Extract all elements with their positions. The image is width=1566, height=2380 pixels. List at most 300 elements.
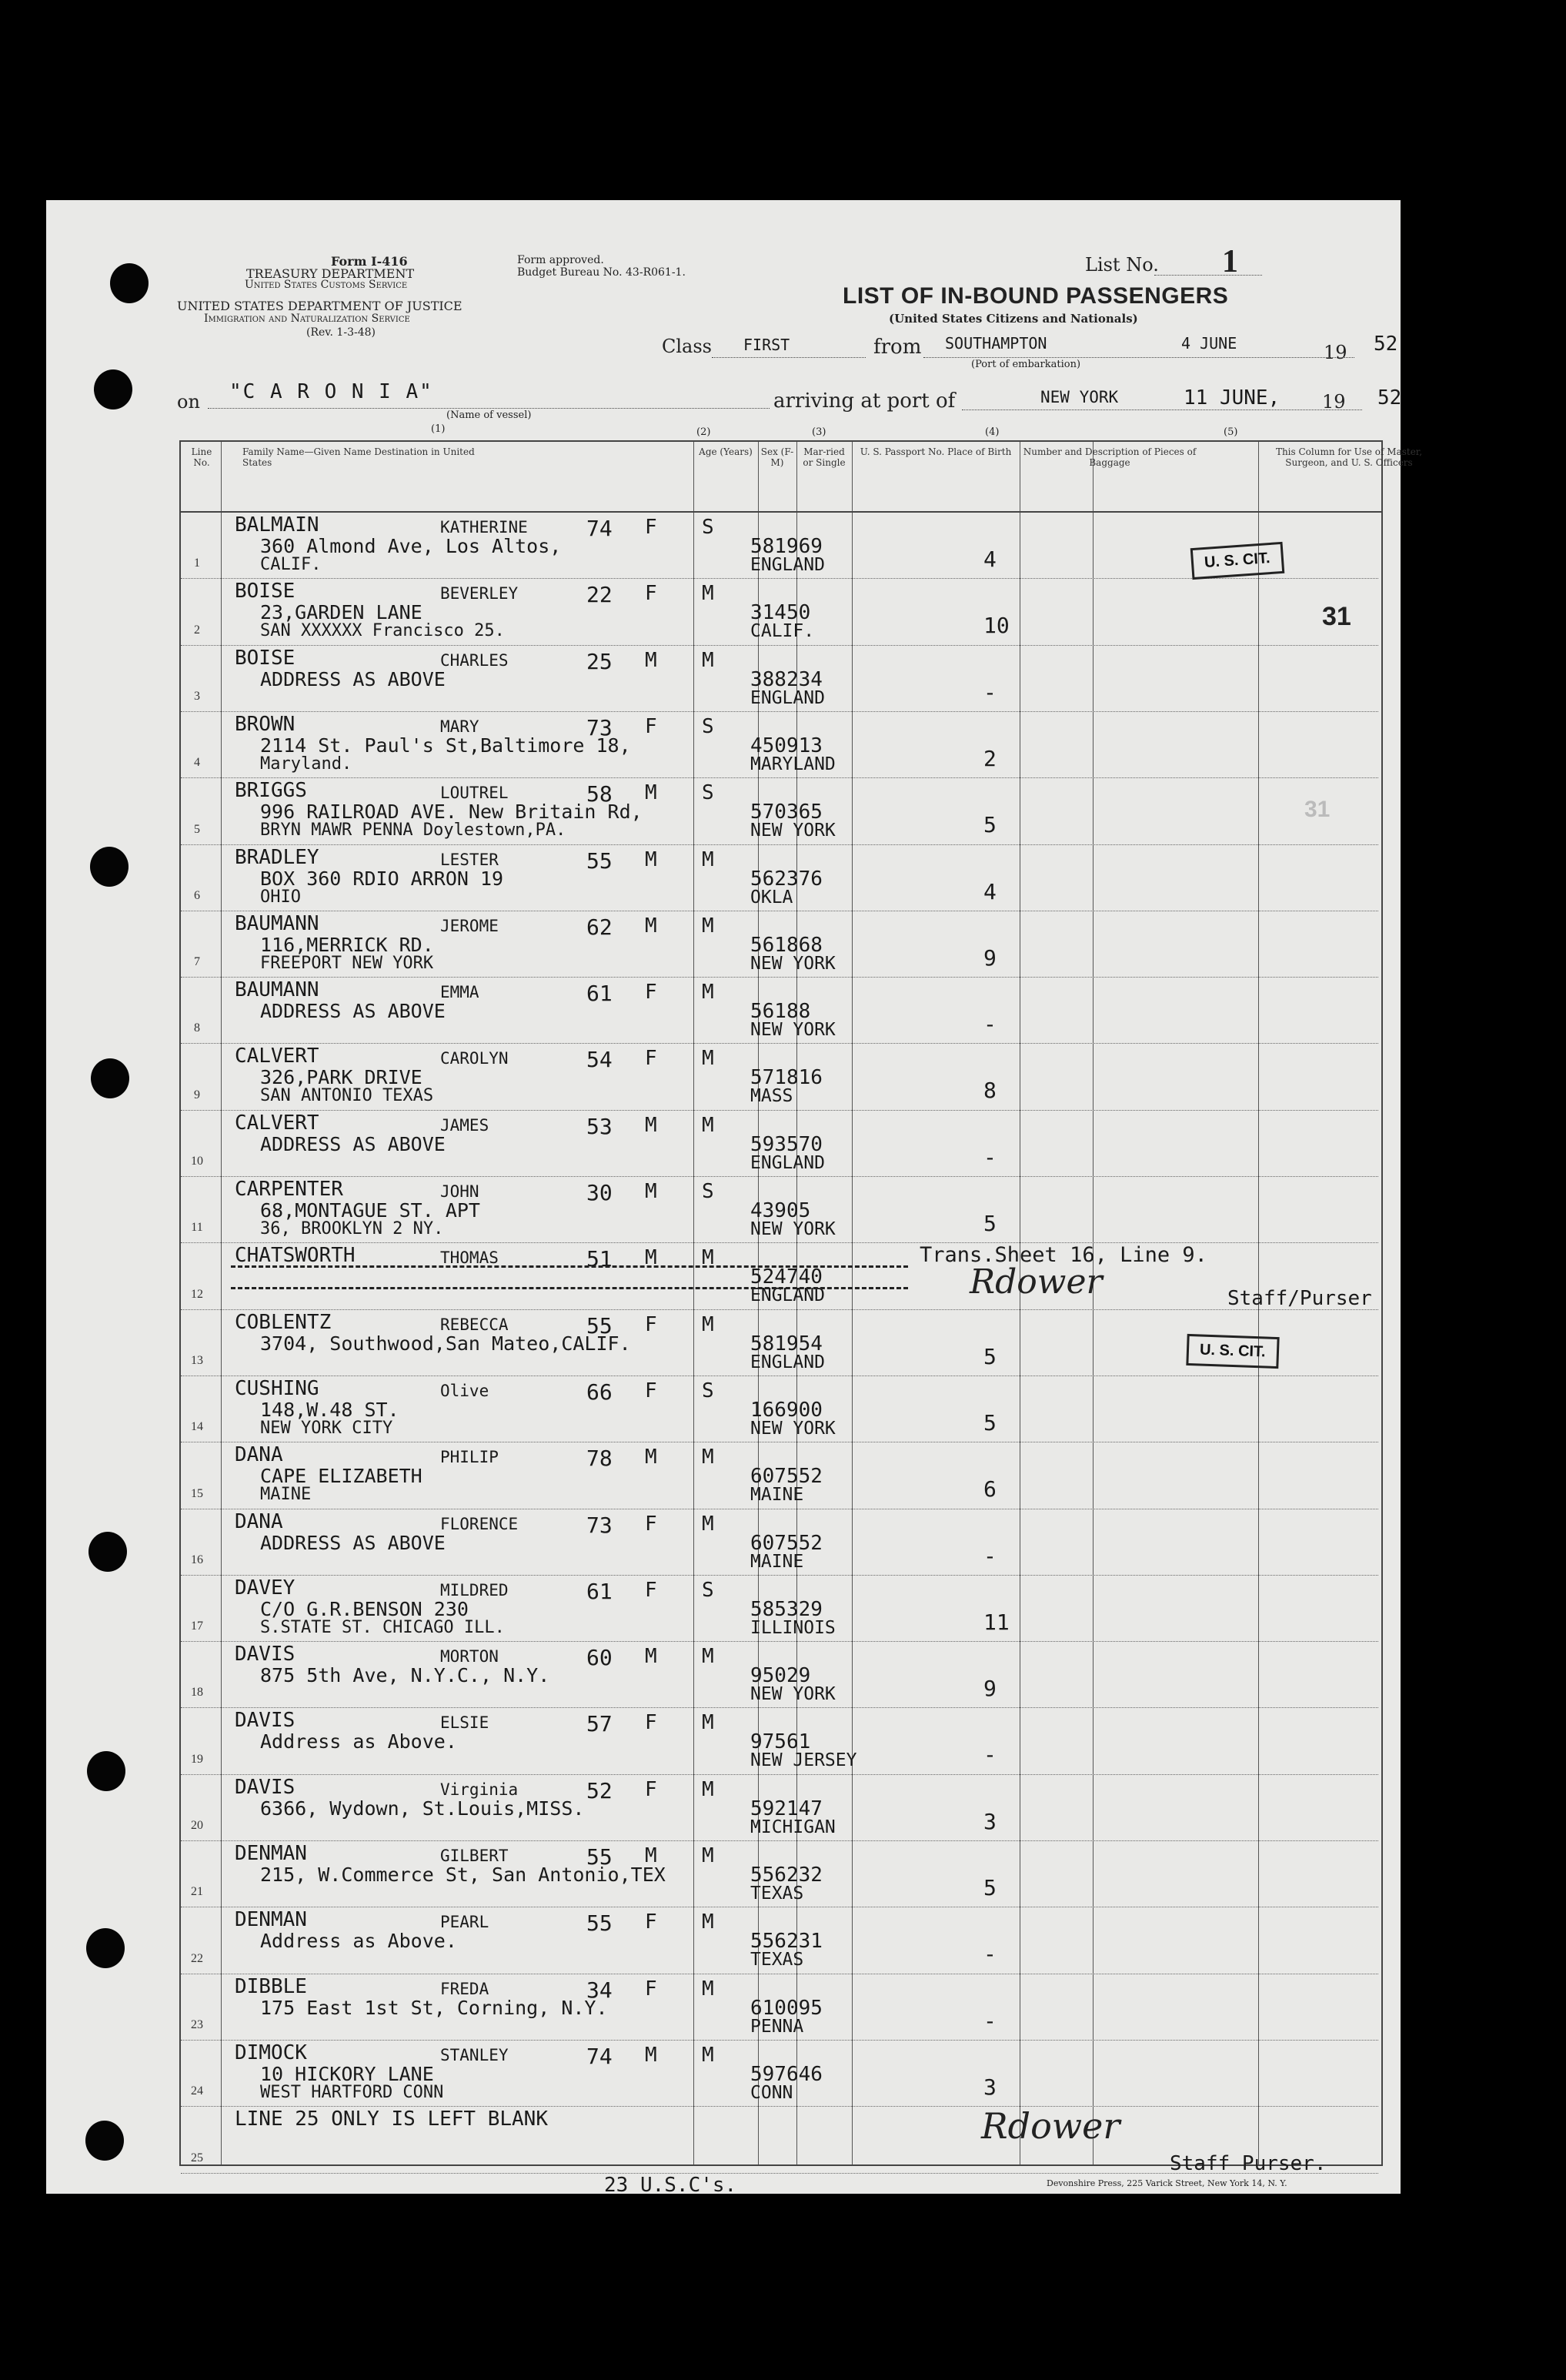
address-line-2: FREEPORT NEW YORK xyxy=(260,953,434,973)
place-of-birth: NEW YORK xyxy=(750,1020,836,1041)
line-number: 19 xyxy=(191,1752,203,1766)
given-name: JOHN xyxy=(440,1182,479,1201)
given-name: Olive xyxy=(440,1381,489,1400)
line-number: 20 xyxy=(191,1819,203,1832)
marital-status: M xyxy=(702,1645,714,1669)
page-number-faint: 31 xyxy=(1304,797,1331,822)
address-line-1: 175 East 1st St, Corning, N.Y. xyxy=(260,1996,608,2019)
sex: F xyxy=(645,1777,657,1801)
class-line xyxy=(712,357,866,358)
passport-number: 388234 xyxy=(750,667,823,691)
binder-hole xyxy=(85,2121,124,2161)
sex: F xyxy=(645,714,657,738)
place-of-birth: MAINE xyxy=(750,1551,804,1572)
age: 61 xyxy=(586,1578,613,1604)
us-citizen-count: 23 U.S.C's. xyxy=(604,2174,737,2197)
given-name: STANLEY xyxy=(440,2045,509,2064)
age: 73 xyxy=(586,1512,613,1538)
address-line-2: S.STATE ST. CHICAGO ILL. xyxy=(260,1617,505,1637)
place-of-birth: ILLINOIS xyxy=(750,1617,836,1638)
marital-status: M xyxy=(702,648,714,672)
age: 55 xyxy=(586,1844,613,1870)
passport-number: 561868 xyxy=(750,933,823,957)
sex: M xyxy=(645,2043,657,2067)
from-label: from xyxy=(873,336,922,359)
place-of-birth: ENGLAND xyxy=(750,1285,825,1306)
binder-hole xyxy=(90,847,129,887)
marital-status: M xyxy=(702,2043,714,2067)
age: 62 xyxy=(586,914,613,940)
vessel-name: "C A R O N I A" xyxy=(229,380,433,403)
list-no-line xyxy=(1154,275,1262,276)
row-divider xyxy=(181,1774,1378,1775)
passport-number: 556231 xyxy=(750,1930,823,1954)
sex: F xyxy=(645,1977,657,2001)
place-of-birth: MASS xyxy=(750,1086,793,1107)
binder-hole xyxy=(87,1751,125,1791)
passport-number: 166900 xyxy=(750,1398,823,1422)
address-line-1: 360 Almond Ave, Los Altos, xyxy=(260,535,562,557)
address-line-1: Address as Above. xyxy=(260,1930,457,1953)
row-divider xyxy=(181,1641,1378,1642)
line-number: 11 xyxy=(191,1221,203,1235)
given-name: GILBERT xyxy=(440,1847,509,1865)
address-line-1: ADDRESS AS ABOVE xyxy=(260,1531,446,1554)
age: 57 xyxy=(586,1711,613,1737)
address-line-2: MAINE xyxy=(260,1485,312,1505)
from-port-caption: (Port of embarkation) xyxy=(971,359,1081,370)
arriving-label: arriving at port of xyxy=(773,389,956,413)
sex: F xyxy=(645,1578,657,1602)
baggage-count: 3 xyxy=(983,2074,997,2100)
passport-number: 570365 xyxy=(750,801,823,824)
passport-number: 95029 xyxy=(750,1664,811,1688)
baggage-count: 6 xyxy=(983,1476,997,1503)
family-name: CHATSWORTH xyxy=(235,1244,356,1268)
baggage-count: 5 xyxy=(983,1343,997,1369)
arrival-line xyxy=(962,409,1362,410)
line-number: 12 xyxy=(191,1287,203,1301)
age: 74 xyxy=(586,2043,613,2069)
given-name: FREDA xyxy=(440,1979,489,1998)
passport-number: 450913 xyxy=(750,734,823,757)
family-name: BOISE xyxy=(235,580,296,603)
passport-number: 610095 xyxy=(750,1996,823,2020)
family-name: BROWN xyxy=(235,712,296,736)
marital-status: S xyxy=(702,1180,714,1203)
passport-number: 556232 xyxy=(750,1864,823,1887)
baggage-count: 5 xyxy=(983,1409,997,1436)
row-divider xyxy=(181,1707,1378,1708)
place-of-birth: NEW YORK xyxy=(750,953,836,974)
baggage-count: 5 xyxy=(983,1211,997,1236)
address-line-1: 996 RAILROAD AVE. New Britain Rd, xyxy=(260,801,643,824)
passport-number: 607552 xyxy=(750,1531,823,1555)
from-port: SOUTHAMPTON xyxy=(945,334,1047,353)
passport-number: 581969 xyxy=(750,535,823,558)
row-divider xyxy=(181,2040,1378,2041)
vessel-line xyxy=(208,408,770,409)
age: 25 xyxy=(586,648,613,674)
dept-justice: UNITED STATES DEPARTMENT OF JUSTICE xyxy=(177,299,462,313)
family-name: DANA xyxy=(235,1509,283,1533)
age: 74 xyxy=(586,516,613,541)
sex: F xyxy=(645,1512,657,1536)
passport-number: 581954 xyxy=(750,1332,823,1355)
baggage-count: 11 xyxy=(983,1609,1010,1635)
sex: M xyxy=(645,1113,657,1137)
sex: M xyxy=(645,1246,657,1270)
given-name: KATHERINE xyxy=(440,518,528,537)
place-of-birth: NEW YORK xyxy=(750,1684,836,1705)
address-line-2: NEW YORK CITY xyxy=(260,1418,393,1438)
marital-status: M xyxy=(702,1977,714,2001)
given-name: LOUTREL xyxy=(440,784,509,803)
sex: F xyxy=(645,516,657,539)
address-line-1: 215, W.Commerce St, San Antonio,TEX xyxy=(260,1864,666,1886)
given-name: THOMAS xyxy=(440,1248,499,1268)
age: 60 xyxy=(586,1645,613,1671)
class-label: Class xyxy=(662,336,712,357)
family-name: LINE 25 ONLY IS LEFT BLANK xyxy=(235,2108,548,2131)
staff-purser-label: Staff/Purser xyxy=(1227,1287,1372,1310)
age: 58 xyxy=(586,781,613,807)
place-of-birth: MICHIGAN xyxy=(750,1817,836,1837)
given-name: REBECCA xyxy=(440,1315,509,1334)
family-name: COBLENTZ xyxy=(235,1310,332,1334)
address-line-1: ADDRESS AS ABOVE xyxy=(260,1000,446,1023)
dept-immigration: Immigration and Naturalization Service xyxy=(204,313,410,325)
place-of-birth: MAINE xyxy=(750,1485,804,1506)
line-number: 17 xyxy=(191,1620,203,1633)
given-name: LESTER xyxy=(440,850,499,869)
age: 66 xyxy=(586,1379,613,1405)
col-sex: Sex (F-M) xyxy=(760,446,794,468)
row-divider xyxy=(181,1575,1378,1576)
baggage-count: - xyxy=(983,679,997,705)
list-no-value: 1 xyxy=(1222,244,1238,279)
form-subtitle: (United States Citizens and Nationals) xyxy=(889,312,1138,326)
given-name: MARY xyxy=(440,717,479,736)
given-name: PEARL xyxy=(440,1913,489,1932)
address-line-1: 116,MERRICK RD. xyxy=(260,933,434,956)
from-year-prefix: 19 xyxy=(1324,342,1347,363)
binder-hole xyxy=(110,263,149,303)
family-name: DANA xyxy=(235,1443,283,1467)
line-number: 7 xyxy=(194,955,200,969)
form-number: Form I-416 xyxy=(331,254,408,269)
family-name: DENMAN xyxy=(235,1908,307,1932)
arrival-year-prefix: 19 xyxy=(1322,391,1346,413)
sex: F xyxy=(645,1047,657,1071)
age: 34 xyxy=(586,1977,613,2003)
col-age: Age (Years) xyxy=(699,446,753,457)
form-approved: Form approved. xyxy=(517,254,604,266)
place-of-birth: ENGLAND xyxy=(750,1152,825,1173)
marital-status: M xyxy=(702,1844,714,1867)
from-year: 52 xyxy=(1374,333,1398,356)
age: 55 xyxy=(586,1312,613,1339)
age: 55 xyxy=(586,1910,613,1937)
given-name: EMMA xyxy=(440,983,479,1002)
age: 78 xyxy=(586,1446,613,1472)
family-name: CARPENTER xyxy=(235,1178,343,1201)
sex: M xyxy=(645,1446,657,1469)
address-line-2: WEST HARTFORD CONN xyxy=(260,2082,444,2102)
family-name: BOISE xyxy=(235,646,296,670)
line-number: 25 xyxy=(191,2151,203,2164)
baggage-count: 5 xyxy=(983,812,997,838)
family-name: DENMAN xyxy=(235,1842,307,1865)
marital-status: M xyxy=(702,1113,714,1137)
binder-hole xyxy=(91,1058,129,1098)
passport-number: 43905 xyxy=(750,1199,811,1222)
family-name: DIMOCK xyxy=(235,2041,307,2064)
baggage-count: - xyxy=(983,1144,997,1170)
baggage-count: 8 xyxy=(983,1078,997,1104)
address-line-1: 6366, Wydown, St.Louis,MISS. xyxy=(260,1797,585,1820)
given-name: MILDRED xyxy=(440,1580,509,1599)
address-line-1: 23,GARDEN LANE xyxy=(260,601,422,624)
given-name: MORTON xyxy=(440,1647,499,1666)
given-name: PHILIP xyxy=(440,1448,499,1467)
marital-status: M xyxy=(702,1512,714,1536)
list-no-label: List No. xyxy=(1085,254,1159,276)
marital-status: M xyxy=(702,1777,714,1801)
col-marker-2: (2) xyxy=(696,426,711,438)
col-name: Family Name—Given Name Destination in United States xyxy=(242,446,475,468)
page-number: 31 xyxy=(1322,602,1351,631)
purser-signature: Rdower xyxy=(981,2105,1120,2147)
marital-status: M xyxy=(702,1910,714,1934)
passport-number: 607552 xyxy=(750,1465,823,1489)
line-number: 8 xyxy=(194,1021,200,1035)
marital-status: M xyxy=(702,847,714,871)
passport-number: 585329 xyxy=(750,1597,823,1621)
line-number: 24 xyxy=(191,2084,203,2098)
form-title: LIST OF IN-BOUND PASSENGERS xyxy=(843,283,1229,309)
baggage-count: 9 xyxy=(983,944,997,971)
sex: M xyxy=(645,648,657,672)
line-number: 5 xyxy=(194,822,200,836)
family-name: BALMAIN xyxy=(235,513,319,537)
col-officers: This Column for Use of Master, Surgeon, and U. S. Officers xyxy=(1275,446,1423,468)
vessel-caption: (Name of vessel) xyxy=(446,409,532,421)
marital-status: S xyxy=(702,1379,714,1402)
passport-number: 31450 xyxy=(750,601,811,625)
row-divider xyxy=(181,1840,1378,1841)
place-of-birth: NEW YORK xyxy=(750,1418,836,1439)
age: 22 xyxy=(586,582,613,608)
budget-bureau: Budget Bureau No. 43-R061-1. xyxy=(517,266,686,279)
on-label: on xyxy=(177,391,200,413)
place-of-birth: ENGLAND xyxy=(750,687,825,708)
baggage-count: 10 xyxy=(983,613,1010,639)
line-number: 6 xyxy=(194,888,200,902)
address-line-1: 148,W.48 ST. xyxy=(260,1398,399,1421)
age: 52 xyxy=(586,1777,613,1803)
family-name: CUSHING xyxy=(235,1376,319,1400)
class-value: FIRST xyxy=(743,336,790,354)
address-line-1: 68,MONTAGUE ST. APT xyxy=(260,1199,480,1222)
passport-number: 592147 xyxy=(750,1797,823,1820)
line-number: 10 xyxy=(191,1155,203,1168)
line-number: 15 xyxy=(191,1486,203,1500)
address-line-2: CALIF. xyxy=(260,555,322,574)
address-line-1: Address as Above. xyxy=(260,1730,457,1753)
purser-signature: Rdower xyxy=(970,1262,1103,1302)
marital-status: M xyxy=(702,582,714,606)
from-date: 4 JUNE xyxy=(1181,334,1237,353)
line-number: 9 xyxy=(194,1088,200,1101)
address-line-2: Maryland. xyxy=(260,754,352,774)
address-line-2: SAN XXXXXX Francisco 25. xyxy=(260,621,505,641)
marital-status: M xyxy=(702,1246,714,1270)
address-line-1: 326,PARK DRIVE xyxy=(260,1066,422,1089)
row-divider xyxy=(181,1043,1378,1044)
binder-hole xyxy=(88,1532,127,1572)
passport-number: 97561 xyxy=(750,1730,811,1754)
line-number: 18 xyxy=(191,1686,203,1700)
family-name: CALVERT xyxy=(235,1111,319,1135)
given-name: JAMES xyxy=(440,1115,489,1135)
marital-status: M xyxy=(702,981,714,1004)
place-of-birth: MARYLAND xyxy=(750,754,836,774)
address-line-1: ADDRESS AS ABOVE xyxy=(260,1132,446,1155)
age: 53 xyxy=(586,1113,613,1139)
given-name: Virginia xyxy=(440,1780,519,1799)
row-divider xyxy=(181,777,1378,778)
family-name: DAVEY xyxy=(235,1576,296,1599)
given-name: ELSIE xyxy=(440,1713,489,1733)
sex: F xyxy=(645,582,657,606)
place-of-birth: ENGLAND xyxy=(750,555,825,575)
line-number: 16 xyxy=(191,1553,203,1566)
marital-status: M xyxy=(702,914,714,938)
family-name: DAVIS xyxy=(235,1775,296,1799)
family-name: BRIGGS xyxy=(235,779,307,803)
line-number: 22 xyxy=(191,1951,203,1965)
place-of-birth: ENGLAND xyxy=(750,1352,825,1372)
arrival-year: 52 xyxy=(1377,386,1402,409)
family-name: BAUMANN xyxy=(235,978,319,1002)
arrival-port: NEW YORK xyxy=(1040,388,1119,406)
marital-status: S xyxy=(702,781,714,805)
row-divider xyxy=(181,1176,1378,1177)
marital-status: S xyxy=(702,1578,714,1602)
passport-number: 597646 xyxy=(750,2062,823,2086)
passport-number: 524740 xyxy=(750,1265,823,1289)
sex: F xyxy=(645,1711,657,1735)
col-line-no: Line No. xyxy=(191,446,212,468)
passport-number: 571816 xyxy=(750,1066,823,1090)
sex: M xyxy=(645,781,657,805)
age: 51 xyxy=(586,1246,613,1272)
line-number: 14 xyxy=(191,1420,203,1434)
us-cit-stamp: U. S. CIT. xyxy=(1190,542,1284,580)
baggage-count: 2 xyxy=(983,745,997,771)
line-number: 2 xyxy=(194,623,200,637)
baggage-count: - xyxy=(983,1941,997,1967)
col-marker-1: (1) xyxy=(431,423,446,435)
family-name: DAVIS xyxy=(235,1643,296,1666)
family-name: DAVIS xyxy=(235,1709,296,1733)
age: 61 xyxy=(586,981,613,1007)
baggage-count: - xyxy=(983,1543,997,1569)
line-number: 4 xyxy=(194,756,200,770)
col-marker-3: (3) xyxy=(812,426,826,438)
family-name: CALVERT xyxy=(235,1045,319,1068)
marital-status: M xyxy=(702,1312,714,1336)
marital-status: M xyxy=(702,1446,714,1469)
row-divider xyxy=(181,2106,1378,2107)
given-name: CHARLES xyxy=(440,650,509,670)
baggage-count: - xyxy=(983,1742,997,1768)
col-baggage: Number and Description of Pieces of Baggage xyxy=(1023,446,1197,468)
passport-number: 562376 xyxy=(750,867,823,891)
address-line-1: 2114 St. Paul's St,Baltimore 18, xyxy=(260,734,631,757)
baggage-count: 4 xyxy=(983,547,997,572)
passport-number: 56188 xyxy=(750,1000,811,1024)
staff-purser-label: Staff Purser. xyxy=(1170,2152,1327,2175)
dept-customs: United States Customs Service xyxy=(245,279,408,291)
marital-status: M xyxy=(702,1047,714,1071)
sex: F xyxy=(645,1910,657,1934)
address-line-1: 3704, Southwood,San Mateo,CALIF. xyxy=(260,1332,631,1355)
col-marker-5: (5) xyxy=(1224,426,1238,438)
col-marker-4: (4) xyxy=(985,426,1000,438)
row-divider xyxy=(181,977,1378,978)
address-line-1: C/O G.R.BENSON 230 xyxy=(260,1597,469,1620)
arrival-date: 11 JUNE, xyxy=(1184,386,1281,409)
line-number: 3 xyxy=(194,689,200,703)
row-divider xyxy=(181,1309,1378,1310)
cancelled-line-strike xyxy=(231,1265,908,1268)
given-name: BEVERLEY xyxy=(440,584,519,603)
row-divider xyxy=(181,645,1378,646)
family-name: DIBBLE xyxy=(235,1974,307,1998)
sex: F xyxy=(645,1379,657,1402)
address-line-1: ADDRESS AS ABOVE xyxy=(260,667,446,690)
address-line-1: CAPE ELIZABETH xyxy=(260,1465,422,1488)
place-of-birth: OKLA xyxy=(750,887,793,908)
marital-status: S xyxy=(702,714,714,738)
line-number: 1 xyxy=(194,557,200,570)
place-of-birth: CALIF. xyxy=(750,621,815,642)
row-divider xyxy=(181,711,1378,712)
col-passport: U. S. Passport No. Place of Birth xyxy=(860,446,1012,457)
place-of-birth: TEXAS xyxy=(750,1884,804,1904)
place-of-birth: PENNA xyxy=(750,2016,804,2037)
given-name: FLORENCE xyxy=(440,1514,519,1533)
family-name: BAUMANN xyxy=(235,911,319,935)
sex: M xyxy=(645,1844,657,1867)
place-of-birth: NEW YORK xyxy=(750,1219,836,1239)
baggage-count: 9 xyxy=(983,1676,997,1702)
trans-sheet-note: Trans.Sheet 16, Line 9. xyxy=(920,1243,1207,1267)
us-cit-stamp: U. S. CIT. xyxy=(1186,1334,1279,1369)
age: 54 xyxy=(586,1047,613,1073)
place-of-birth: CONN xyxy=(750,2082,793,2103)
sex: F xyxy=(645,981,657,1004)
line-number: 13 xyxy=(191,1353,203,1367)
address-line-1: 10 HICKORY LANE xyxy=(260,2062,434,2085)
baggage-count: 3 xyxy=(983,1808,997,1834)
age: 73 xyxy=(586,714,613,740)
cancelled-line-strike xyxy=(231,1287,908,1289)
sex: F xyxy=(645,1312,657,1336)
passport-number: 593570 xyxy=(750,1132,823,1156)
